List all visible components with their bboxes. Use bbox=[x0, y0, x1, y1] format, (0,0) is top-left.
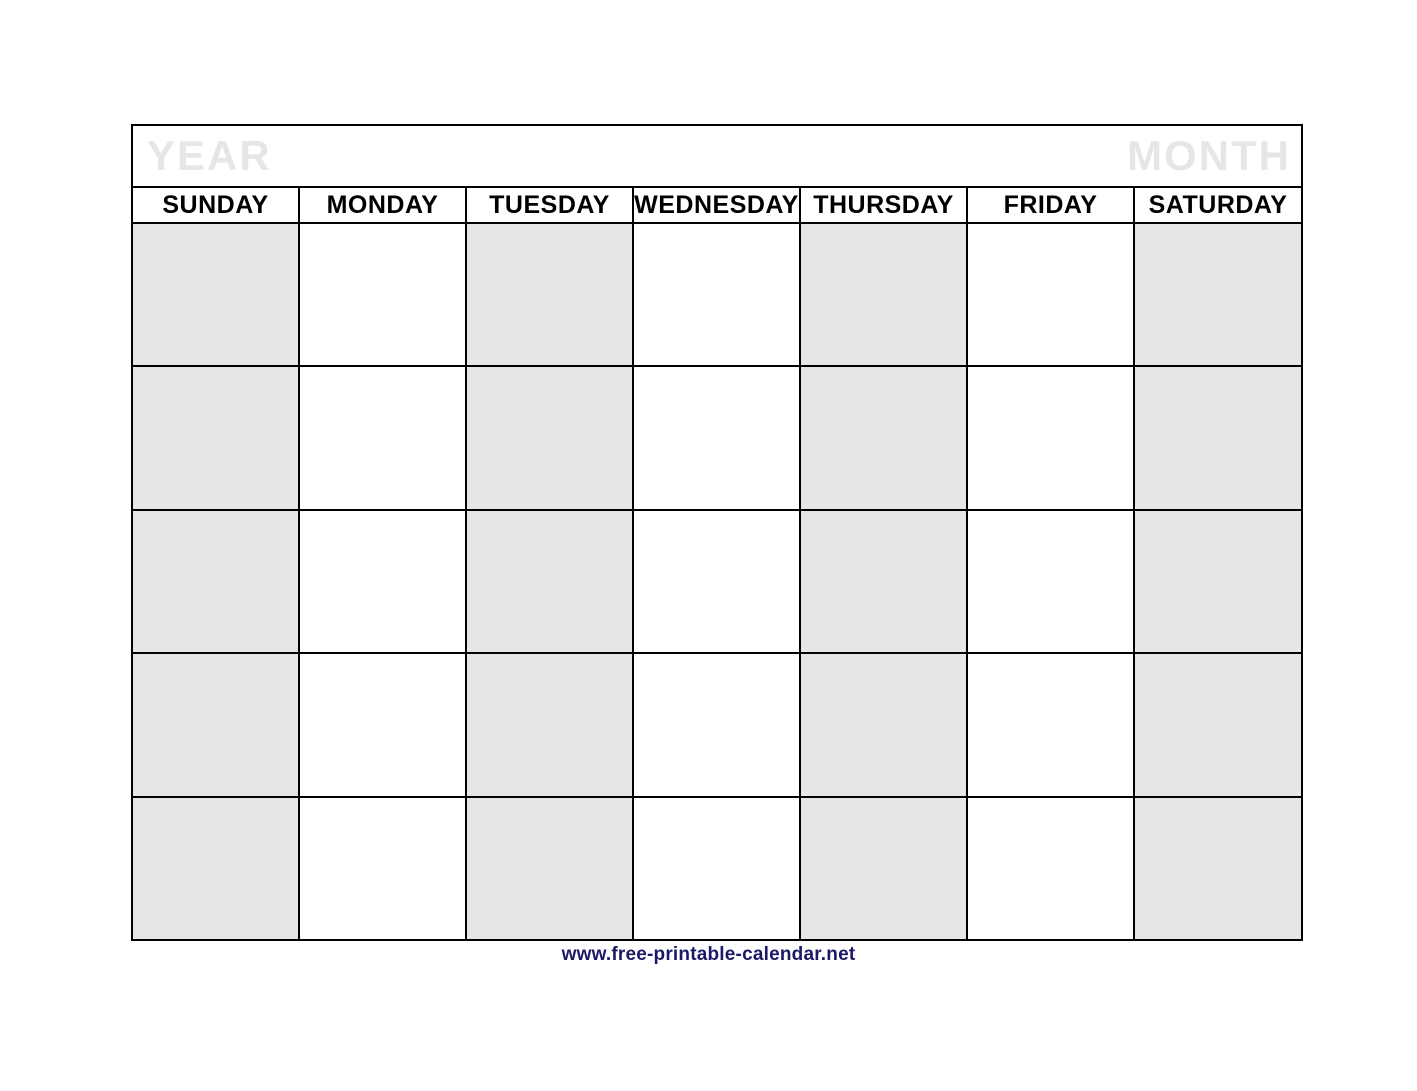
day-cell[interactable] bbox=[968, 367, 1135, 508]
weekday-header-tuesday: TUESDAY bbox=[467, 188, 634, 222]
day-cell[interactable] bbox=[300, 511, 467, 652]
month-placeholder[interactable]: MONTH bbox=[1127, 132, 1291, 179]
day-cell[interactable] bbox=[968, 654, 1135, 795]
day-cell[interactable] bbox=[300, 654, 467, 795]
day-cell[interactable] bbox=[968, 224, 1135, 365]
day-cell[interactable] bbox=[634, 511, 801, 652]
footer-website-link[interactable]: www.free-printable-calendar.net bbox=[561, 944, 856, 965]
day-cell[interactable] bbox=[467, 511, 634, 652]
day-cell[interactable] bbox=[133, 367, 300, 508]
year-placeholder[interactable]: YEAR bbox=[147, 132, 272, 179]
day-cell[interactable] bbox=[1135, 511, 1301, 652]
calendar-grid bbox=[133, 224, 1301, 939]
day-cell[interactable] bbox=[467, 224, 634, 365]
day-cell[interactable] bbox=[133, 224, 300, 365]
weekday-header-sunday: SUNDAY bbox=[133, 188, 300, 222]
day-cell[interactable] bbox=[801, 224, 968, 365]
day-cell[interactable] bbox=[467, 654, 634, 795]
weekday-header-monday: MONDAY bbox=[300, 188, 467, 222]
day-cell[interactable] bbox=[634, 798, 801, 939]
weekday-header-friday: FRIDAY bbox=[968, 188, 1135, 222]
day-cell[interactable] bbox=[801, 654, 968, 795]
calendar-week-row bbox=[133, 511, 1301, 654]
day-cell[interactable] bbox=[801, 798, 968, 939]
calendar-week-row bbox=[133, 224, 1301, 367]
calendar-week-row bbox=[133, 798, 1301, 939]
day-cell[interactable] bbox=[634, 367, 801, 508]
weekday-header-saturday: SATURDAY bbox=[1135, 188, 1301, 222]
day-cell[interactable] bbox=[968, 798, 1135, 939]
day-cell[interactable] bbox=[1135, 224, 1301, 365]
weekday-header-thursday: THURSDAY bbox=[801, 188, 968, 222]
day-cell[interactable] bbox=[634, 654, 801, 795]
day-cell[interactable] bbox=[801, 367, 968, 508]
day-cell[interactable] bbox=[300, 367, 467, 508]
calendar-week-row bbox=[133, 654, 1301, 797]
weekday-header-row bbox=[133, 186, 1301, 224]
day-cell[interactable] bbox=[300, 798, 467, 939]
calendar-title-row bbox=[133, 126, 1301, 186]
day-cell[interactable] bbox=[634, 224, 801, 365]
calendar-week-row bbox=[133, 367, 1301, 510]
day-cell[interactable] bbox=[968, 511, 1135, 652]
day-cell[interactable] bbox=[1135, 367, 1301, 508]
day-cell[interactable] bbox=[467, 367, 634, 508]
day-cell[interactable] bbox=[467, 798, 634, 939]
day-cell[interactable] bbox=[801, 511, 968, 652]
day-cell[interactable] bbox=[133, 798, 300, 939]
day-cell[interactable] bbox=[1135, 798, 1301, 939]
weekday-header-wednesday: WEDNESDAY bbox=[634, 188, 801, 222]
day-cell[interactable] bbox=[133, 654, 300, 795]
day-cell[interactable] bbox=[133, 511, 300, 652]
day-cell[interactable] bbox=[300, 224, 467, 365]
calendar-page bbox=[131, 124, 1303, 941]
day-cell[interactable] bbox=[1135, 654, 1301, 795]
